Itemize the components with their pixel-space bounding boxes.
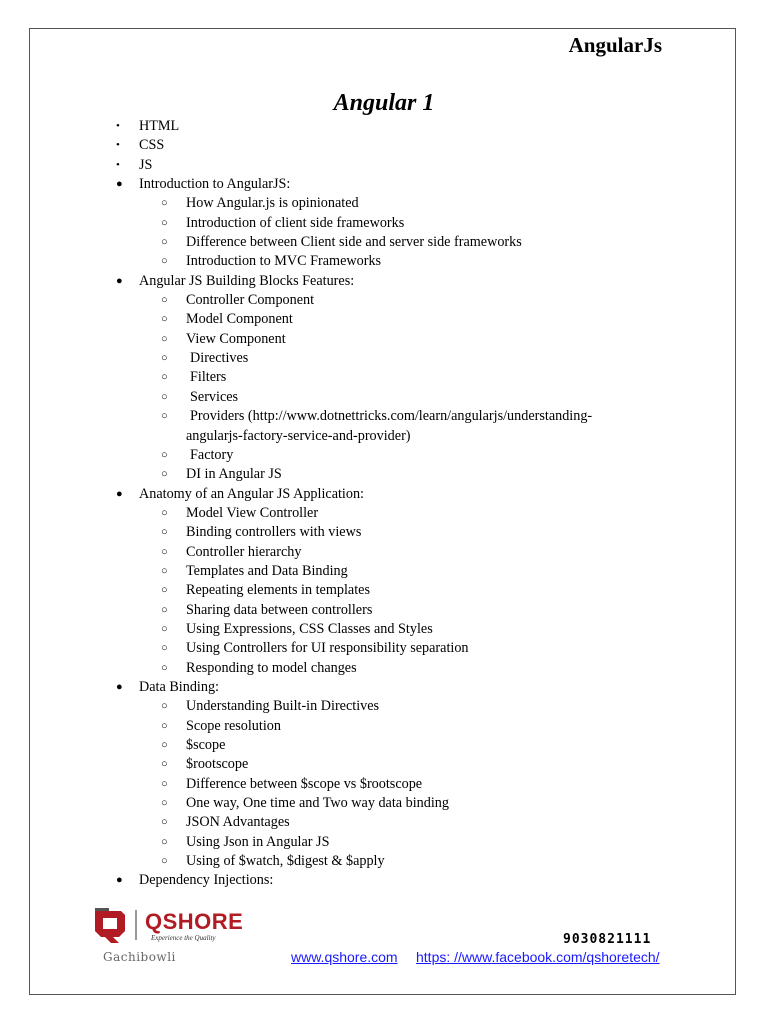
- sub-list-item: ○ Binding controllers with views: [0, 523, 768, 542]
- sub-list-item: ○ Using Controllers for UI responsibility separation: [0, 639, 768, 658]
- circle-bullet-icon: ○: [161, 816, 168, 829]
- document-title: Angular 1: [333, 90, 435, 116]
- sub-list-item: ○ Understanding Built-in Directives: [0, 697, 768, 716]
- circle-bullet-icon: ○: [161, 506, 168, 519]
- sub-list-item: ○ Controller hierarchy: [0, 543, 768, 562]
- sub-list-item: ○ Difference between Client side and server side frameworks: [0, 233, 768, 252]
- circle-bullet-icon: ○: [161, 739, 168, 751]
- location-label: Gachibowli: [103, 950, 176, 964]
- sub-list-item: ○ Introduction to MVC Frameworks: [0, 252, 768, 271]
- bullet-icon: •: [116, 158, 120, 171]
- circle-bullet-icon: ○: [161, 758, 168, 771]
- list-item: • HTML: [0, 117, 768, 136]
- circle-bullet-icon: ○: [161, 255, 168, 268]
- sub-list-item: ○ Repeating elements in templates: [0, 581, 768, 600]
- sub-list-item: ○ DI in Angular JS: [0, 465, 768, 484]
- sub-list-item-continuation: angularjs-factory-service-and-provider): [186, 427, 411, 444]
- bullet-icon: ●: [116, 680, 123, 693]
- bullet-icon: ●: [116, 487, 123, 500]
- circle-bullet-icon: ○: [161, 719, 168, 732]
- circle-bullet-icon: ○: [161, 468, 168, 481]
- sub-list-item: ○ Using Json in Angular JS: [0, 833, 768, 852]
- circle-bullet-icon: ○: [161, 545, 168, 558]
- circle-bullet-icon: ○: [161, 584, 168, 597]
- sub-list-item: ○ JSON Advantages: [0, 813, 768, 832]
- list-item: ● Anatomy of an Angular JS Application:: [0, 485, 768, 504]
- circle-bullet-icon: ○: [161, 197, 168, 210]
- circle-bullet-icon: ○: [161, 700, 168, 713]
- circle-bullet-icon: ○: [161, 855, 168, 868]
- sub-list-item: ○ Templates and Data Binding: [0, 562, 768, 581]
- list-item: ● Introduction to AngularJS:: [0, 175, 768, 194]
- bullet-icon: •: [116, 120, 120, 132]
- list-item: • CSS: [0, 136, 768, 155]
- circle-bullet-icon: ○: [161, 313, 168, 326]
- phone-number: 9030821111: [563, 932, 652, 947]
- sub-list-item: ○ Model Component: [0, 310, 768, 329]
- sub-list-item: ○ Introduction of client side frameworks: [0, 214, 768, 233]
- circle-bullet-icon: ○: [161, 564, 168, 577]
- sub-list-item: ○ View Component: [0, 330, 768, 349]
- sub-list-item: ○ Responding to model changes: [0, 659, 768, 678]
- list-item: • JS: [0, 156, 768, 175]
- circle-bullet-icon: ○: [161, 216, 168, 229]
- sub-list-item: ○ Directives: [0, 349, 768, 368]
- circle-bullet-icon: ○: [161, 294, 168, 307]
- circle-bullet-icon: ○: [161, 603, 168, 616]
- bullet-icon: ●: [116, 874, 123, 887]
- course-outline: [0, 117, 768, 891]
- sub-list-item: ○ One way, One time and Two way data binding: [0, 794, 768, 813]
- circle-bullet-icon: ○: [161, 371, 168, 384]
- bullet-icon: •: [116, 139, 120, 152]
- circle-bullet-icon: ○: [161, 777, 168, 790]
- circle-bullet-icon: ○: [161, 410, 168, 423]
- sub-list-item: ○ Difference between $scope vs $rootscope: [0, 775, 768, 794]
- facebook-link[interactable]: https: //www.facebook.com/qshoretech/: [416, 949, 660, 965]
- list-item: ● Angular JS Building Blocks Features:: [0, 272, 768, 291]
- circle-bullet-icon: ○: [161, 797, 168, 810]
- sub-list-item: ○ Filters: [0, 368, 768, 387]
- sub-list-item: ○ Using Expressions, CSS Classes and Styles: [0, 620, 768, 639]
- bullet-icon: ●: [116, 178, 123, 191]
- sub-list-item: ○ Scope resolution: [0, 717, 768, 736]
- circle-bullet-icon: ○: [161, 448, 168, 461]
- circle-bullet-icon: ○: [161, 661, 168, 674]
- sub-list-item: ○ Factory: [0, 446, 768, 465]
- sub-list-item: ○ $rootscope: [0, 755, 768, 774]
- website-link[interactable]: www.qshore.com: [291, 949, 398, 965]
- circle-bullet-icon: ○: [161, 642, 168, 655]
- circle-bullet-icon: ○: [161, 352, 168, 365]
- logo-text: QSHORE: [145, 909, 244, 934]
- sub-list-item: ○ Providers (http://www.dotnettricks.com/learn/angularjs/understanding-: [0, 407, 768, 426]
- q-logo-icon: [93, 906, 127, 944]
- list-item: ● Data Binding:: [0, 678, 768, 697]
- sub-list-item: ○ How Angular.js is opinionated: [0, 194, 768, 213]
- sub-list-item: ○ Using of $watch, $digest & $apply: [0, 852, 768, 871]
- sub-list-item: ○ Controller Component: [0, 291, 768, 310]
- sub-list-item: ○ Sharing data between controllers: [0, 601, 768, 620]
- circle-bullet-icon: ○: [161, 332, 168, 345]
- header-title: AngularJs: [568, 33, 662, 57]
- logo-tagline: Experience the Quality: [151, 934, 216, 942]
- logo-divider: [135, 910, 137, 940]
- sub-list-item: ○ $scope: [0, 736, 768, 755]
- circle-bullet-icon: ○: [161, 622, 168, 635]
- circle-bullet-icon: ○: [161, 526, 168, 539]
- sub-list-item: ○ Services: [0, 388, 768, 407]
- sub-list-item: ○ Model View Controller: [0, 504, 768, 523]
- circle-bullet-icon: ○: [161, 236, 168, 249]
- bullet-icon: ●: [116, 274, 123, 287]
- circle-bullet-icon: ○: [161, 835, 168, 848]
- circle-bullet-icon: ○: [161, 390, 168, 403]
- list-item: ● Dependency Injections:: [0, 871, 768, 890]
